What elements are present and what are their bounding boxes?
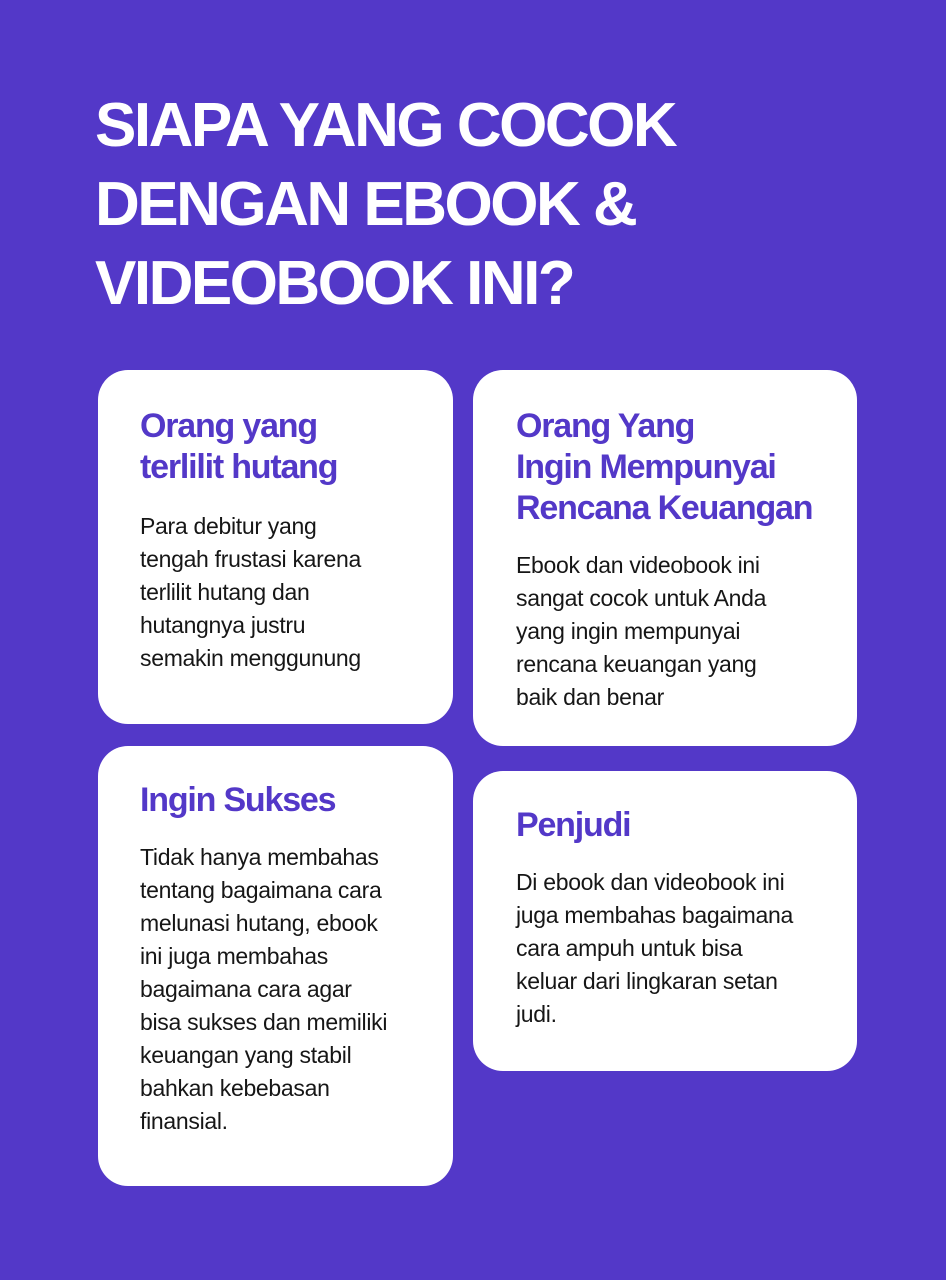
- card-description-line: terlilit hutang dan: [140, 579, 310, 605]
- card-description-line: baik dan benar: [516, 684, 664, 710]
- page-title-line: SIAPA YANG COCOK: [95, 91, 676, 160]
- card-title-line: terlilit hutang: [140, 448, 338, 486]
- card-description-line: juga membahas bagaimana: [516, 902, 793, 928]
- card-description-line: judi.: [516, 1001, 557, 1027]
- card-description: [140, 510, 453, 675]
- card-title-line: Orang yang: [140, 407, 317, 445]
- card-description-line: Ebook dan videobook ini: [516, 552, 760, 578]
- card-description-line: Di ebook dan videobook ini: [516, 869, 785, 895]
- page-title-line: VIDEOBOOK INI?: [95, 249, 574, 318]
- card-gamblers: [473, 771, 857, 1071]
- card-description-line: tentang bagaimana cara: [140, 877, 382, 903]
- card-financial-plan: [473, 370, 857, 746]
- card-description-line: sangat cocok untuk Anda: [516, 585, 767, 611]
- card-description-line: melunasi hutang, ebook: [140, 910, 378, 936]
- card-description: [140, 841, 453, 1138]
- card-title: [140, 406, 453, 488]
- card-title-line: Orang Yang: [516, 407, 695, 445]
- card-title: [140, 780, 453, 821]
- card-description-line: finansial.: [140, 1108, 228, 1134]
- card-description-line: Tidak hanya membahas: [140, 844, 379, 870]
- card-description: [516, 866, 857, 1031]
- card-description-line: hutangnya justru: [140, 612, 306, 638]
- page-title-line: DENGAN EBOOK &: [95, 170, 636, 239]
- card-title-line: Ingin Mempunyai: [516, 448, 776, 486]
- card-description-line: bagaimana cara agar: [140, 976, 352, 1002]
- card-success: [98, 746, 453, 1186]
- card-title-line: Rencana Keuangan: [516, 489, 813, 527]
- card-debtors: [98, 370, 453, 724]
- card-description-line: keluar dari lingkaran setan: [516, 968, 778, 994]
- card-title: [516, 805, 857, 846]
- card-description: [516, 549, 857, 714]
- card-description-line: yang ingin mempunyai: [516, 618, 741, 644]
- card-description-line: keuangan yang stabil: [140, 1042, 352, 1068]
- card-description-line: rencana keuangan yang: [516, 651, 757, 677]
- card-title-line: Ingin Sukses: [140, 781, 336, 819]
- card-description-line: bisa sukses dan memiliki: [140, 1009, 388, 1035]
- page-title: [95, 86, 855, 323]
- card-description-line: semakin menggunung: [140, 645, 361, 671]
- card-title: [516, 406, 857, 529]
- card-description-line: Para debitur yang: [140, 513, 317, 539]
- card-description-line: bahkan kebebasan: [140, 1075, 330, 1101]
- card-description-line: ini juga membahas: [140, 943, 328, 969]
- card-description-line: cara ampuh untuk bisa: [516, 935, 743, 961]
- card-description-line: tengah frustasi karena: [140, 546, 361, 572]
- card-title-line: Penjudi: [516, 806, 631, 844]
